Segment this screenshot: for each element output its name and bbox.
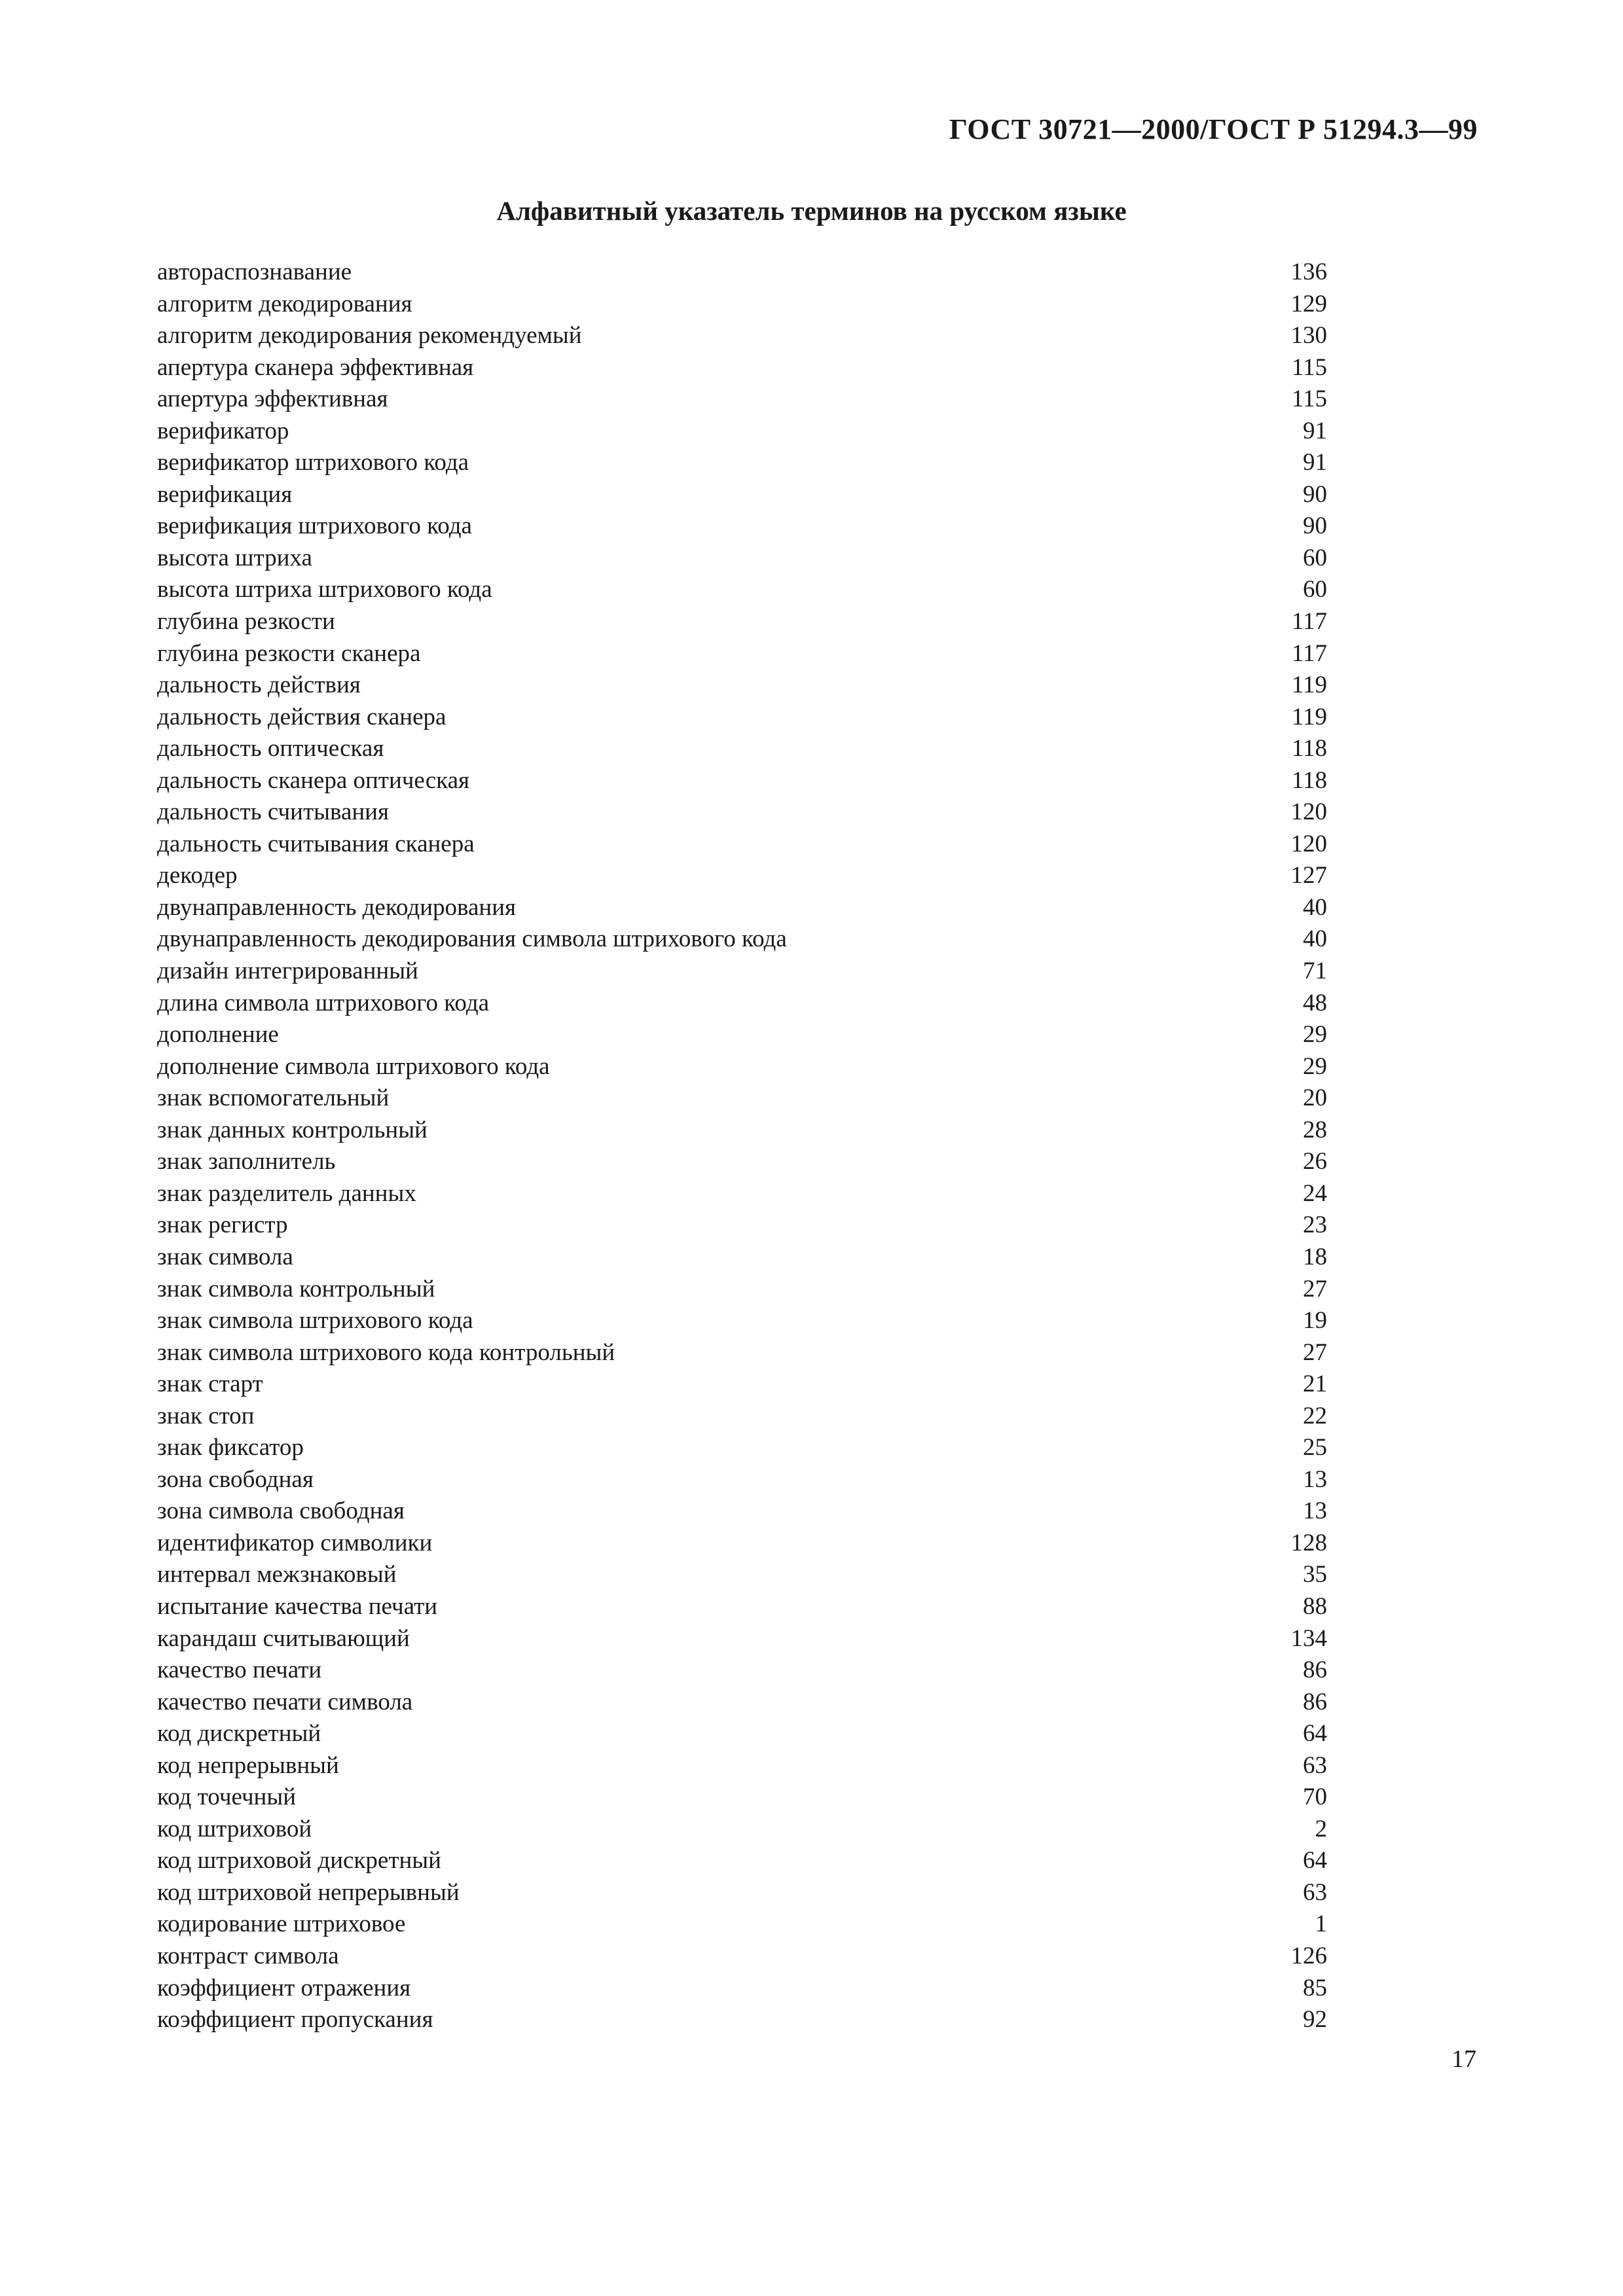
index-term-number: 25 bbox=[1303, 1434, 1327, 1462]
index-term-number: 119 bbox=[1291, 672, 1327, 699]
index-entry bbox=[157, 543, 1327, 575]
index-entry bbox=[157, 988, 1327, 1020]
index-entry bbox=[157, 860, 1327, 892]
index-entry bbox=[157, 765, 1327, 797]
index-term: идентификатор символики bbox=[157, 1529, 433, 1556]
index-term-number: 130 bbox=[1290, 322, 1327, 350]
index-term-number: 129 bbox=[1290, 290, 1327, 317]
index-term-number: 13 bbox=[1303, 1498, 1327, 1525]
term-index-list bbox=[157, 257, 1327, 2036]
index-entry bbox=[157, 1973, 1327, 2005]
index-term-number: 90 bbox=[1303, 480, 1327, 508]
index-entry bbox=[157, 606, 1327, 638]
index-entry bbox=[157, 1941, 1327, 1973]
index-term-number: 60 bbox=[1303, 576, 1327, 603]
index-entry bbox=[157, 1750, 1327, 1782]
index-term-number: 64 bbox=[1303, 1847, 1327, 1874]
index-term: дизайн интегрированный bbox=[157, 958, 418, 985]
index-term-number: 29 bbox=[1303, 1052, 1327, 1080]
index-entry bbox=[157, 956, 1327, 988]
index-term-number: 27 bbox=[1303, 1275, 1327, 1302]
index-entry bbox=[157, 384, 1327, 416]
index-term: зона свободная bbox=[157, 1465, 314, 1493]
index-entry bbox=[157, 797, 1327, 829]
index-term-number: 13 bbox=[1303, 1465, 1327, 1493]
index-term: знак старт bbox=[157, 1371, 263, 1398]
index-term-number: 91 bbox=[1303, 417, 1327, 444]
index-entry bbox=[157, 670, 1327, 702]
index-term: знак вспомогательный bbox=[157, 1085, 390, 1112]
index-term: двунаправленность декодирования bbox=[157, 893, 517, 921]
index-term: апертура сканера эффективная bbox=[157, 353, 474, 381]
index-term-number: 92 bbox=[1303, 2006, 1327, 2034]
index-entry bbox=[157, 416, 1327, 448]
index-term-number: 88 bbox=[1303, 1592, 1327, 1620]
index-term-number: 91 bbox=[1303, 449, 1327, 476]
index-term: код штриховой bbox=[157, 1815, 312, 1842]
index-entry bbox=[157, 1718, 1327, 1750]
index-term-number: 27 bbox=[1303, 1338, 1327, 1366]
index-term-number: 48 bbox=[1303, 989, 1327, 1016]
index-term-number: 127 bbox=[1290, 862, 1327, 889]
index-entry bbox=[157, 829, 1327, 861]
index-entry bbox=[157, 1178, 1327, 1210]
index-entry bbox=[157, 511, 1327, 543]
index-term: знак регистр bbox=[157, 1211, 288, 1239]
index-entry bbox=[157, 1496, 1327, 1528]
index-term: код штриховой непрерывный bbox=[157, 1878, 460, 1906]
index-entry bbox=[157, 638, 1327, 670]
index-term-number: 118 bbox=[1291, 766, 1327, 794]
index-term: высота штриха штрихового кода bbox=[157, 576, 492, 603]
index-term: коэффициент пропускания bbox=[157, 2006, 433, 2034]
index-entry bbox=[157, 2004, 1327, 2036]
index-term: дальность действия bbox=[157, 672, 361, 699]
index-term-number: 64 bbox=[1303, 1720, 1327, 1748]
index-term: дополнение символа штрихового кода bbox=[157, 1052, 550, 1080]
index-term: знак символа штрихового кода bbox=[157, 1307, 473, 1335]
index-term-number: 90 bbox=[1303, 512, 1327, 540]
index-entry bbox=[157, 1877, 1327, 1909]
index-entry bbox=[157, 1528, 1327, 1560]
index-term-number: 117 bbox=[1291, 639, 1327, 667]
index-term: интервал межзнаковый bbox=[157, 1561, 397, 1588]
index-entry bbox=[157, 1687, 1327, 1719]
index-entry bbox=[157, 1909, 1327, 1941]
index-term: дальность действия сканера bbox=[157, 703, 447, 730]
index-entry bbox=[157, 1051, 1327, 1083]
index-term: контраст символа bbox=[157, 1942, 339, 1969]
index-term: знак данных контрольный bbox=[157, 1116, 428, 1143]
index-term-number: 115 bbox=[1291, 386, 1327, 413]
index-term: код дискретный bbox=[157, 1720, 321, 1748]
index-term-number: 2 bbox=[1315, 1815, 1327, 1842]
index-term-number: 126 bbox=[1290, 1942, 1327, 1969]
index-term-number: 63 bbox=[1303, 1751, 1327, 1779]
index-term-number: 115 bbox=[1291, 353, 1327, 381]
index-term: знак символа bbox=[157, 1243, 293, 1270]
index-term: код точечный bbox=[157, 1784, 297, 1811]
index-entry bbox=[157, 1146, 1327, 1178]
index-entry bbox=[157, 1337, 1327, 1369]
index-term-number: 35 bbox=[1303, 1561, 1327, 1588]
index-term: двунаправленность декодирования символа штрихового кода bbox=[157, 925, 787, 953]
index-entry bbox=[157, 1083, 1327, 1115]
index-entry bbox=[157, 1591, 1327, 1623]
index-entry bbox=[157, 924, 1327, 956]
index-term: автораспознавание bbox=[157, 259, 352, 285]
index-term-number: 86 bbox=[1303, 1688, 1327, 1715]
index-term: карандаш считывающий bbox=[157, 1624, 410, 1652]
index-term-number: 20 bbox=[1303, 1085, 1327, 1112]
index-term-number: 22 bbox=[1303, 1402, 1327, 1429]
index-entry bbox=[157, 1814, 1327, 1846]
index-term: высота штриха bbox=[157, 544, 312, 571]
index-term-number: 118 bbox=[1291, 735, 1327, 762]
index-term: знак стоп bbox=[157, 1402, 255, 1429]
index-entry bbox=[157, 1655, 1327, 1687]
index-term: испытание качества печати bbox=[157, 1592, 438, 1620]
index-term: кодирование штриховое bbox=[157, 1910, 406, 1938]
index-entry bbox=[157, 1623, 1327, 1655]
index-term-number: 63 bbox=[1303, 1878, 1327, 1906]
index-term-number: 40 bbox=[1303, 893, 1327, 921]
index-term-number: 21 bbox=[1303, 1371, 1327, 1398]
index-entry bbox=[157, 1845, 1327, 1877]
index-term: знак символа штрихового кода контрольный bbox=[157, 1338, 615, 1366]
index-term: код непрерывный bbox=[157, 1751, 339, 1779]
index-term-number: 26 bbox=[1303, 1148, 1327, 1175]
index-term-number: 71 bbox=[1303, 958, 1327, 985]
index-entry bbox=[157, 1464, 1327, 1496]
index-entry bbox=[157, 289, 1327, 321]
index-entry bbox=[157, 1369, 1327, 1401]
index-entry bbox=[157, 702, 1327, 734]
index-term-number: 119 bbox=[1291, 703, 1327, 730]
index-term-number: 24 bbox=[1303, 1179, 1327, 1207]
index-entry bbox=[157, 1274, 1327, 1306]
index-term-number: 128 bbox=[1290, 1529, 1327, 1556]
index-entry bbox=[157, 1401, 1327, 1433]
index-term-number: 23 bbox=[1303, 1211, 1327, 1239]
index-term-number: 60 bbox=[1303, 544, 1327, 571]
index-term-number: 120 bbox=[1290, 830, 1327, 857]
index-term: верификатор bbox=[157, 417, 289, 444]
index-entry bbox=[157, 1432, 1327, 1464]
index-term: коэффициент отражения bbox=[157, 1974, 411, 2001]
index-term: глубина резкости bbox=[157, 608, 335, 636]
index-term-number: 29 bbox=[1303, 1021, 1327, 1049]
index-term: качество печати символа bbox=[157, 1688, 413, 1715]
index-term: дальность оптическая bbox=[157, 735, 384, 762]
index-term: апертура эффективная bbox=[157, 386, 388, 413]
index-term: качество печати bbox=[157, 1657, 322, 1684]
index-entry bbox=[157, 479, 1327, 511]
index-term-number: 85 bbox=[1303, 1974, 1327, 2001]
index-entry bbox=[157, 1115, 1327, 1147]
index-term: алгоритм декодирования рекомендуемый bbox=[157, 322, 582, 350]
index-entry bbox=[157, 1019, 1327, 1051]
index-entry bbox=[157, 1210, 1327, 1242]
index-term: знак разделитель данных bbox=[157, 1179, 416, 1207]
index-term: верификатор штрихового кода bbox=[157, 449, 469, 476]
index-term-number: 134 bbox=[1290, 1624, 1327, 1652]
index-entry bbox=[157, 320, 1327, 352]
index-term: дальность считывания bbox=[157, 798, 389, 826]
index-term: дополнение bbox=[157, 1021, 279, 1049]
index-term: дальность сканера оптическая bbox=[157, 766, 470, 794]
index-term: длина символа штрихового кода bbox=[157, 989, 490, 1016]
index-entry bbox=[157, 352, 1327, 384]
index-entry bbox=[157, 733, 1327, 765]
index-term-number: 18 bbox=[1303, 1243, 1327, 1270]
index-term-number: 1 bbox=[1315, 1910, 1327, 1938]
index-term-number: 117 bbox=[1291, 608, 1327, 636]
index-term: знак заполнитель bbox=[157, 1148, 336, 1175]
index-term: знак символа контрольный bbox=[157, 1275, 435, 1302]
index-title: Алфавитный указатель терминов на русском языке bbox=[496, 196, 1127, 226]
index-term: верификация bbox=[157, 480, 293, 508]
index-entry bbox=[157, 447, 1327, 479]
index-entry bbox=[157, 257, 1327, 289]
index-entry bbox=[157, 1305, 1327, 1337]
index-term: глубина резкости сканера bbox=[157, 639, 421, 667]
index-term-number: 120 bbox=[1290, 798, 1327, 826]
index-term: зона символа свободная bbox=[157, 1498, 405, 1525]
index-term: дальность считывания сканера bbox=[157, 830, 475, 857]
index-term-number: 86 bbox=[1303, 1657, 1327, 1684]
page-number: 17 bbox=[1451, 2045, 1476, 2073]
index-term: алгоритм декодирования bbox=[157, 290, 412, 317]
index-term-number: 70 bbox=[1303, 1784, 1327, 1811]
index-entry bbox=[157, 1242, 1327, 1274]
index-term: декодер bbox=[157, 862, 238, 889]
index-entry bbox=[157, 892, 1327, 924]
index-entry bbox=[157, 1559, 1327, 1591]
index-term-number: 136 bbox=[1290, 259, 1327, 285]
index-entry bbox=[157, 574, 1327, 606]
index-term-number: 28 bbox=[1303, 1116, 1327, 1143]
index-term-number: 19 bbox=[1303, 1307, 1327, 1335]
index-term: знак фиксатор bbox=[157, 1434, 304, 1462]
document-header-code: ГОСТ 30721—2000/ГОСТ Р 51294.3—99 bbox=[949, 113, 1478, 145]
index-term: верификация штрихового кода bbox=[157, 512, 472, 540]
index-term-number: 40 bbox=[1303, 925, 1327, 953]
index-term: код штриховой дискретный bbox=[157, 1847, 441, 1874]
index-entry bbox=[157, 1782, 1327, 1814]
